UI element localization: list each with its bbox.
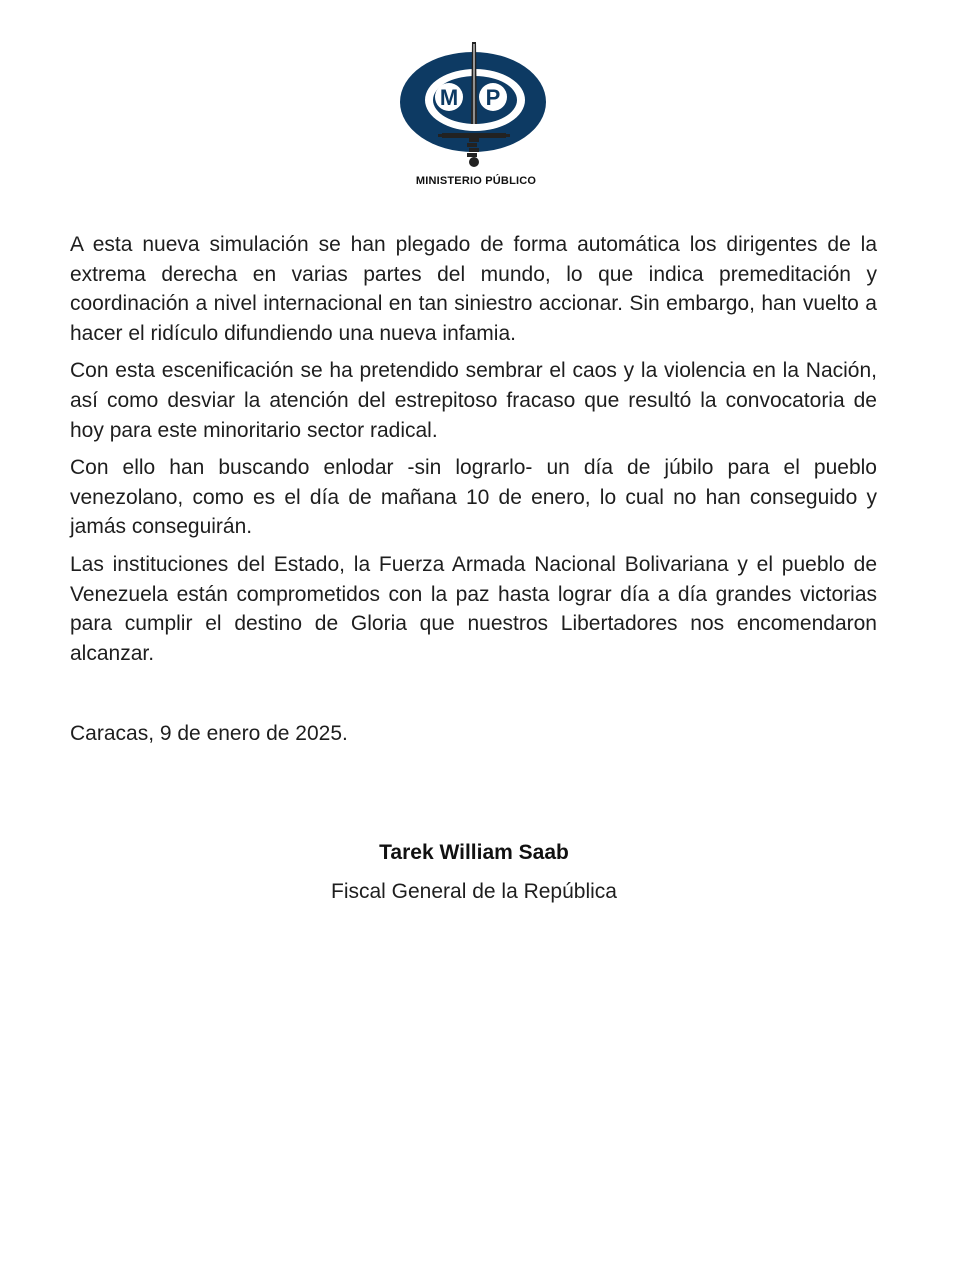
paragraph-3: Con ello han buscando enlodar -sin lograrlo- un día de júbilo para el pueblo venezolano, como es el día de mañana 10 de enero, lo cual no han conseguido y jamás conseguirán. xyxy=(70,456,877,539)
logo-emblem xyxy=(396,40,556,175)
logo-letter-m: M xyxy=(439,85,459,110)
signature-block xyxy=(260,838,688,907)
statement-body xyxy=(70,230,877,676)
signatory-title: Fiscal General de la República xyxy=(331,880,617,903)
paragraph-2: Con esta escenificación se ha pretendido sembrar el caos y la violencia en la Nación, así como desviar la atención del estrepitoso fracaso que resultó la convocatoria de hoy para este minoritario sector radical. xyxy=(70,359,877,442)
logo-letter-p: P xyxy=(485,85,501,110)
ministerio-publico-logo xyxy=(396,40,556,192)
institution-name: MINISTERIO PÚBLICO xyxy=(415,175,537,187)
paragraph-4: Las instituciones del Estado, la Fuerza Armada Nacional Bolivariana y el pueblo de Venezuela están comprometidos con la paz hasta lograr día a día grandes victorias para cumplir el destino de Gloria que nuestros Libertadores nos encomendaron alcanzar. xyxy=(70,552,877,665)
dateline: Caracas, 9 de enero de 2025. xyxy=(70,722,348,745)
signatory-name: Tarek William Saab xyxy=(379,841,569,864)
paragraph-1: A esta nueva simulación se han plegado de forma automática los dirigentes de la extrema derecha en varias partes del mundo, lo que indica premeditación y coordinación a nivel internacional en tan siniestro accionar. Sin embargo, han vuelto a hacer el ridículo difundiendo una nueva infamia. xyxy=(70,233,877,345)
